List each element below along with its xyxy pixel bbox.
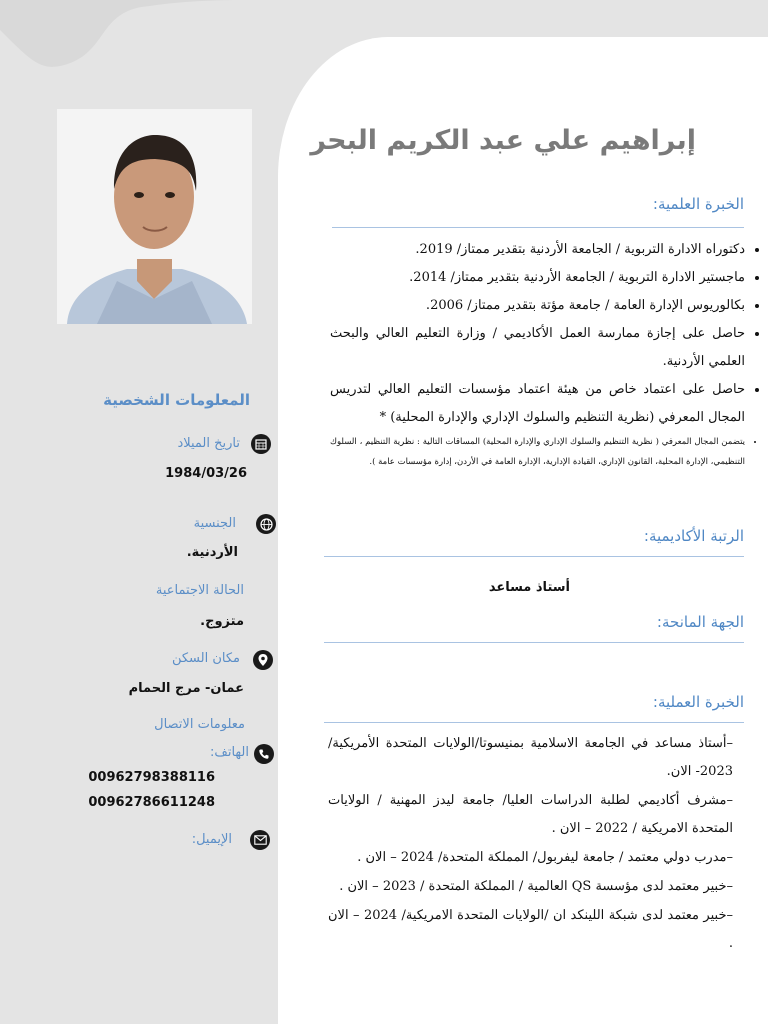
phone-number-1[interactable]: 00962798388116 (88, 770, 215, 785)
marital-status-value: متزوج. (200, 614, 244, 629)
practical-experience-title: الخبرة العملية: (652, 693, 744, 711)
section-divider (324, 556, 744, 557)
location-pin-icon (253, 650, 273, 670)
list-item: • دكتوراه الادارة التربوية / الجامعة الأردنية بتقدير ممتاز/ 2019. (330, 236, 745, 264)
email-label: الإيميل: (191, 832, 232, 847)
marital-status-label: الحالة الاجتماعية (155, 583, 244, 598)
personal-info-heading: المعلومات الشخصية (103, 391, 250, 409)
envelope-icon (250, 830, 270, 850)
nationality-value: الأردنية. (186, 545, 238, 560)
section-divider (332, 227, 744, 228)
scientific-experience-title: الخبرة العلمية: (652, 195, 744, 213)
practical-experience-list (328, 730, 733, 959)
nationality-label: الجنسية (193, 516, 236, 531)
section-divider (324, 642, 744, 643)
academic-rank-title: الرتبة الأكاديمية: (643, 527, 744, 545)
globe-icon (256, 514, 276, 534)
academic-rank-value: أستاذ مساعد (488, 580, 570, 595)
residence-label: مكان السكن (171, 651, 240, 666)
residence-value: عمان- مرج الحمام (128, 681, 244, 696)
list-item: –خبير معتمد لدى مؤسسة QS العالمية / المملكة المتحدة / 2023 – الان . (339, 879, 733, 894)
list-item: • حاصل على إجازة ممارسة العمل الأكاديمي / وزارة التعليم العالي والبحث العلمي الأردنية. (330, 320, 745, 376)
person-name: إبراهيم علي عبد الكريم البحر (310, 125, 696, 156)
list-item: • بكالوريوس الإدارة العامة / جامعة مؤتة بتقدير ممتاز/ 2006. (330, 292, 745, 320)
profile-photo (57, 109, 252, 324)
phone-label: الهاتف: (210, 745, 249, 760)
phone-icon (254, 744, 274, 764)
granting-body-title: الجهة المانحة: (656, 613, 744, 631)
birth-date-value: 1984/03/26 (165, 466, 247, 481)
list-item: –أستاذ مساعد في الجامعة الاسلامية بمنيسوتا/الولايات المتحدة الأمريكية/ 2023- الان. (328, 736, 733, 779)
phone-number-2[interactable]: 00962786611248 (88, 795, 215, 810)
list-item: –مدرب دولي معتمد / جامعة ليفربول/ المملكة المتحدة/ 2024 – الان . (357, 850, 733, 865)
contact-heading: معلومات الاتصال (154, 717, 245, 732)
list-item: –خبير معتمد لدى شبكة اللينكد ان /الولايات المتحدة الامريكية/ 2024 – الان . (328, 908, 733, 951)
calendar-icon (251, 434, 271, 454)
list-item: • ماجستير الادارة التربوية / الجامعة الأردنية بتقدير ممتاز/ 2014. (330, 264, 745, 292)
section-divider (324, 722, 744, 723)
list-item: • حاصل على اعتماد خاص من هيئة اعتماد مؤسسات التعليم العالي لتدريس المجال المعرفي (نظرية التنظيم والسلوك الإداري والإدارة المحلية) * (330, 376, 745, 432)
scientific-experience-list (330, 236, 761, 472)
list-item: • يتضمن المجال المعرفي ( نظرية التنظيم والسلوك الإداري والإدارة المحلية) المساقات التالية : نظرية التنظيم ، السلوك التنظيمي، الإدارة المحلية، القانون الإداري، القيادة الإدارية، الإدارة العامة في الأردن، إدارة مؤسسات عامة ). (330, 432, 745, 472)
birth-date-label: تاريخ الميلاد (177, 436, 240, 451)
list-item: –مشرف أكاديمي لطلبة الدراسات العليا/ جامعة ليدز المهنية / الولايات المتحدة الامريكية / 2022 – الان . (328, 793, 733, 836)
